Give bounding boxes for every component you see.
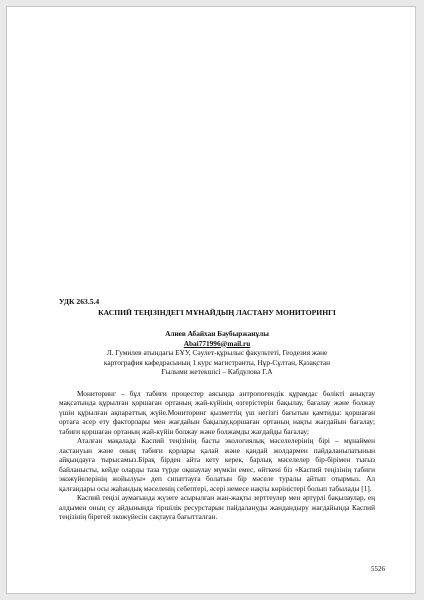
article-content	[59, 297, 375, 522]
body-paragraph: Каспий теңізі аумағында жүзеге асырылған жан-жақты зерттеулер мен әртүрлі бақылаулар, ең алдымен оның су айдынында тіршілік ресурстарын пайдалануды жандандыру жағдайында Каспий теңізінің бірегей экожүйесін сақтауға бағытталған.	[59, 493, 375, 521]
abstract-paragraph: Мониторинг – бұл табиғи процестер аясында антропогендік құрамдас бөлікті анықтау мақсатында құрылған қоршаған ортаның жай-күйінің өзгерістерін бақылау, бағалау және болжау үшін құрылған ақпараттық жүйе.Мониторинг қызметтің үш негізгі бағытын қамтиды: қоршаған ортаға әсер ету факторлары мен жағдайын бақылау,қоршаған ортаның нақты жағдайын бағалау; табиғи қоршаған ортаның жай-күйін болжау және болжамды жағдайды бағалау;	[59, 388, 375, 436]
document-page	[6, 6, 416, 594]
affiliation-line: картография кафедрасының 1 курс магистранты, Нұр-Сұлтан, Қазақстан	[103, 357, 331, 367]
affiliation-line: Л. Гумилев атындағы ЕҰУ, Сәулет-құрылыс факультеті, Геодезия және	[106, 348, 328, 357]
page-number: 5526	[371, 565, 385, 573]
author-block	[59, 329, 375, 377]
body-paragraph: Аталған мақалада Каспий теңізінің басты экологиялық мәселелерінің бірі – мұнаймен ластануын және оның табиғи қорлары қалай және қандай жолдармен пайдаланылатынын айқындауға тырысамыз.Бірақ бірден айта кету керек, барлық мәселелер бір-бірімен тығыз байланысты, кейде оларды таза түрде оқшаулау мүмкін емес, өйткені біз «Каспий теңізінің табиғи экожүйелерінің жойылуы» деп сипаттауға болатын бір мәселе туралы айтып отырмыз. Ал қалғандары осы жаһандық мәселенің себептері, әсері немесе нақты көріністері болып табылады [1].	[59, 436, 375, 493]
supervisor-line: Ғылыми жетекшісі – Кабдулова Г.А	[161, 367, 273, 376]
author-name: Алиев Абайхан Баубыржанұлы	[165, 329, 269, 338]
author-email[interactable]: Abai771996@mail.ru	[183, 338, 251, 348]
udc-code: УДК 263.5.4	[59, 297, 100, 306]
article-title: КАСПИЙ ТЕҢІЗІНДЕГІ МҰНАЙДЫҢ ЛАСТАНУ МОНИТОРИНГІ	[98, 307, 336, 317]
